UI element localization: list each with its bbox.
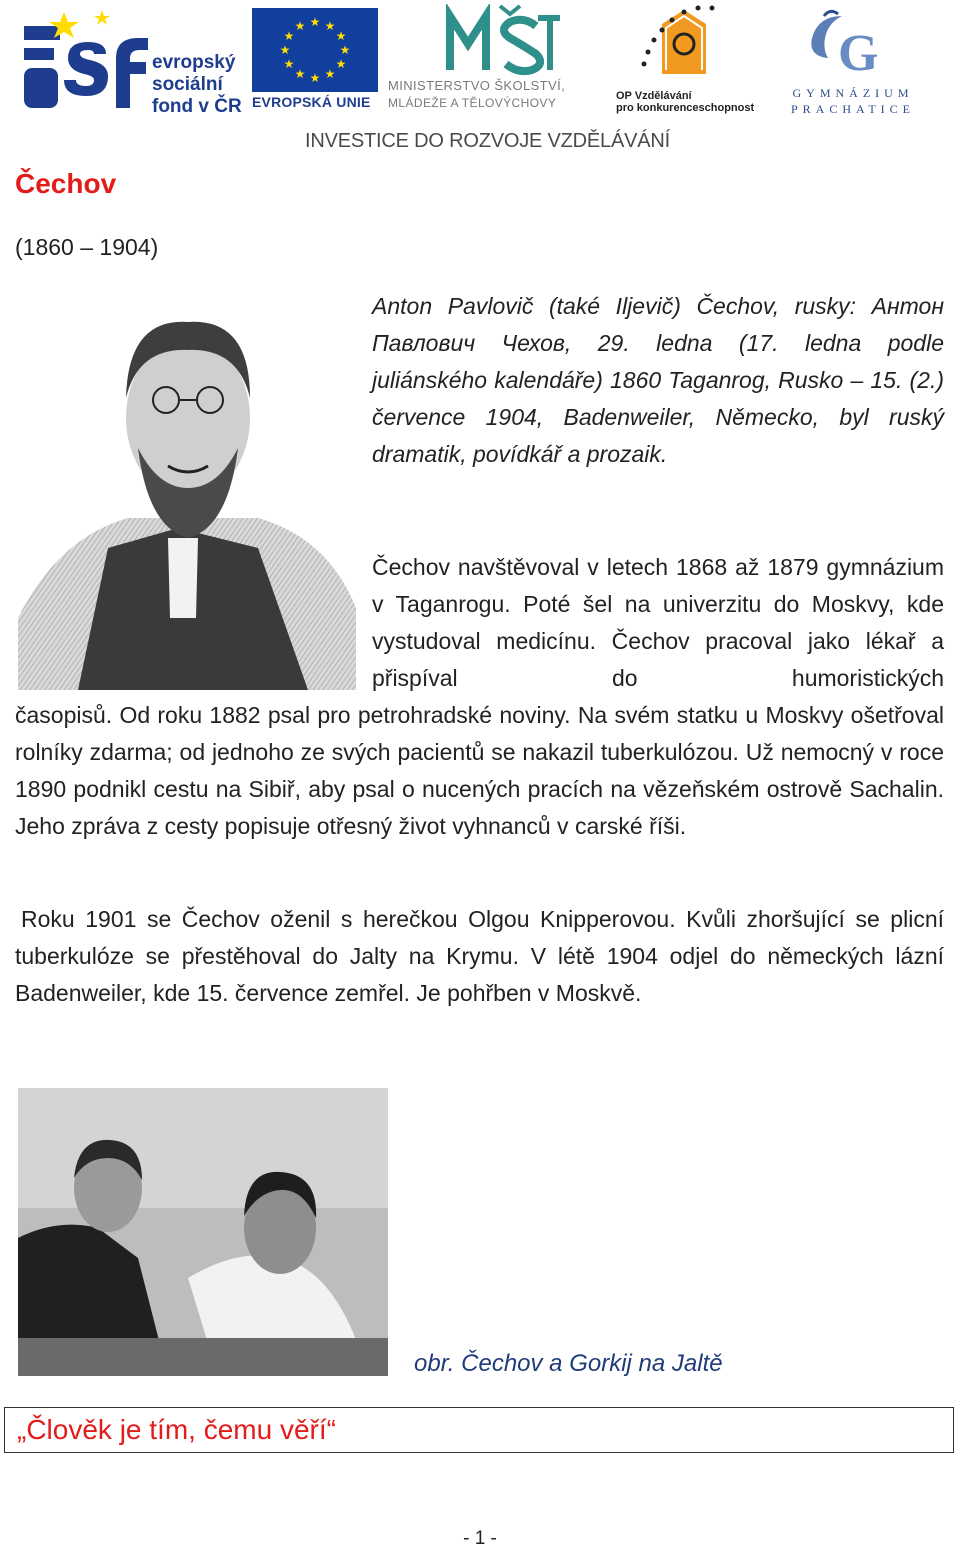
eu-logo — [252, 8, 382, 112]
gym-line-1: GYMNÁZIUM — [792, 86, 914, 100]
esf-mark-icon — [24, 8, 154, 112]
msmt-line-2: MLÁDEŽE A TĚLOVÝCHOVY — [388, 96, 557, 110]
eu-text: EVROPSKÁ UNIE — [252, 94, 371, 110]
page-number: - 1 - — [463, 1528, 497, 1549]
svg-text:★: ★ — [335, 57, 347, 71]
op-text — [616, 90, 754, 114]
chekhov-gorky-photo — [18, 1088, 388, 1376]
late-life-paragraph: Roku 1901 se Čechov oženil s herečkou Olgou Knipperovou. Kvůli zhoršující se plicní tuberkulóze se přestěhoval do Jalty na Krymu. V létě 1904 odjel do německých lázní Badenweiler, kde 15. července zemřel. Je pohřben v Moskvě. — [15, 906, 944, 1006]
msmt-logo — [388, 4, 610, 114]
op-mark-icon — [614, 4, 760, 88]
esf-text — [152, 52, 242, 118]
education-paragraph-continued: časopisů. Od roku 1882 psal pro petrohradské noviny. Na svém statku u Moskvy ošetřoval rolníky zdarma; od jednoho ze svých pacientů se nakazil tuberkulózou. Už nemocný v roce 1890 podnikl cestu na Sibiř, aby psal o nucených pracích na vězeňském ostrově Sachalin. Jeho zpráva z cesty popisuje otřesný život vyhnanců v carské říši. — [15, 702, 944, 839]
svg-text:★: ★ — [294, 67, 306, 81]
op-line-1: OP Vzdělávání — [616, 90, 692, 102]
photo-caption: obr. Čechov a Gorkij na Jaltě — [414, 1350, 723, 1377]
svg-text:★: ★ — [294, 19, 306, 33]
chekhov-portrait-image — [18, 288, 356, 690]
svg-text:★: ★ — [283, 29, 295, 43]
eu-flag-icon — [252, 8, 378, 92]
education-paragraph-start: Čechov navštěvoval v letech 1868 až 1879 gymnázium v Taganrogu. Poté šel na univerzitu do Moskvy, kde vystudoval medicínu. Čechov pracoval jako lékař a přispíval do humoristických — [372, 554, 944, 691]
page-title: Čechov — [15, 168, 117, 199]
slogan-text: INVESTICE DO ROZVOJE VZDĚLÁVÁNÍ — [305, 130, 670, 152]
gymnazium-mark-icon — [766, 8, 936, 84]
svg-text:★: ★ — [339, 43, 351, 57]
svg-text:★: ★ — [283, 57, 295, 71]
op-line-2: pro konkurenceschopnost — [616, 102, 755, 114]
intro-paragraph: Anton Pavlovič (také Iljevič) Čechov, rusky: Антон Павлович Чехов, 29. ledna (17. ledna podle juliánského kalendáře) 1860 Taganrog, Rusko – 15. (2.) července 1904, Badenweiler, Německo, byl ruský dramatik, povídkář a prozaik. — [372, 293, 944, 467]
gymnazium-logo — [766, 8, 936, 116]
msmt-mark-icon — [388, 4, 610, 76]
quote-text: „Člověk je tím, čemu věří“ — [17, 1414, 336, 1445]
svg-text:★: ★ — [309, 15, 321, 29]
logo-header — [0, 0, 960, 160]
gym-line-2: PRACHATICE — [790, 102, 915, 116]
svg-text:★: ★ — [279, 43, 291, 57]
svg-text:★: ★ — [335, 29, 347, 43]
svg-text:★: ★ — [324, 19, 336, 33]
esf-logo — [24, 8, 244, 117]
quote-box — [4, 1407, 954, 1453]
svg-text:★: ★ — [309, 71, 321, 85]
life-dates: (1860 – 1904) — [15, 234, 159, 260]
esf-line-2: sociální — [152, 74, 223, 95]
op-logo — [614, 4, 760, 114]
msmt-line-1: MINISTERSTVO ŠKOLSTVÍ, — [388, 78, 566, 93]
esf-line-3: fond v ČR — [152, 96, 242, 117]
esf-line-1: evropský — [152, 52, 236, 73]
svg-text:★: ★ — [324, 67, 336, 81]
svg-text:G: G — [838, 25, 879, 82]
